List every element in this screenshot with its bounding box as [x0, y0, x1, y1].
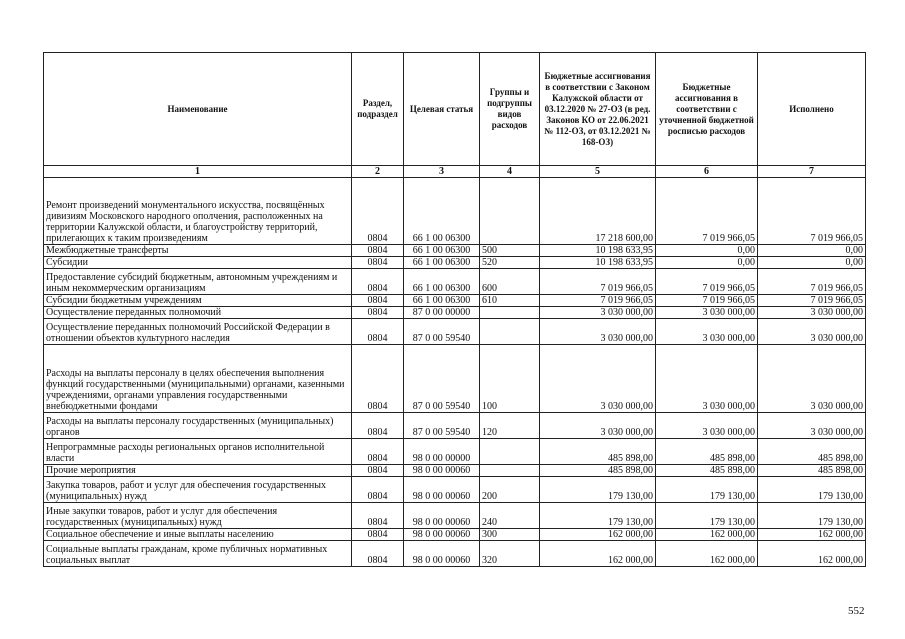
row-list-amount: 485 898,00 — [656, 439, 758, 465]
row-law-amount: 10 198 633,95 — [540, 245, 656, 257]
row-law-amount: 162 000,00 — [540, 529, 656, 541]
row-name: Предоставление субсидий бюджетным, автономным учреждениям и иным некоммерческим организациям — [44, 269, 352, 295]
header-expense-groups: Группы и подгруппы видов расходов — [480, 53, 540, 166]
row-name: Прочие мероприятия — [44, 465, 352, 477]
row-name: Расходы на выплаты персоналу в целях обеспечения выполнения функций государственными (муниципальными) органами, казенными учреждениями, органами управления государственными внебюджетными фондами — [44, 345, 352, 413]
budget-execution-table — [43, 52, 866, 567]
row-target-article: 66 1 00 06300 — [404, 295, 480, 307]
row-expense-group — [480, 439, 540, 465]
row-list-amount: 485 898,00 — [656, 465, 758, 477]
row-list-amount: 3 030 000,00 — [656, 319, 758, 345]
row-law-amount: 162 000,00 — [540, 541, 656, 567]
row-target-article: 87 0 00 59540 — [404, 413, 480, 439]
row-list-amount: 0,00 — [656, 257, 758, 269]
column-number: 4 — [480, 166, 540, 178]
row-expense-group: 120 — [480, 413, 540, 439]
row-executed-amount: 0,00 — [758, 257, 866, 269]
row-expense-group: 320 — [480, 541, 540, 567]
row-expense-group — [480, 319, 540, 345]
row-name: Ремонт произведений монументального искусства, посвящённых дивизиям Московского народного ополчения, расположенных на территории Калужской области, и благоустройству территорий, прилегающих к таким произведениям — [44, 178, 352, 245]
row-executed-amount: 162 000,00 — [758, 529, 866, 541]
row-list-amount: 162 000,00 — [656, 541, 758, 567]
row-section: 0804 — [352, 295, 404, 307]
row-name: Закупка товаров, работ и услуг для обеспечения государственных (муниципальных) нужд — [44, 477, 352, 503]
row-list-amount: 7 019 966,05 — [656, 295, 758, 307]
row-section: 0804 — [352, 269, 404, 295]
row-section: 0804 — [352, 439, 404, 465]
row-expense-group: 100 — [480, 345, 540, 413]
table-row — [44, 413, 866, 439]
row-law-amount: 3 030 000,00 — [540, 413, 656, 439]
row-law-amount: 7 019 966,05 — [540, 269, 656, 295]
header-name: Наименование — [44, 53, 352, 166]
row-executed-amount: 179 130,00 — [758, 503, 866, 529]
row-name: Иные закупки товаров, работ и услуг для обеспечения государственных (муниципальных) нужд — [44, 503, 352, 529]
row-law-amount: 179 130,00 — [540, 477, 656, 503]
row-law-amount: 179 130,00 — [540, 503, 656, 529]
table-row — [44, 477, 866, 503]
row-name: Межбюджетные трансферты — [44, 245, 352, 257]
row-expense-group: 610 — [480, 295, 540, 307]
row-law-amount: 7 019 966,05 — [540, 295, 656, 307]
row-executed-amount: 3 030 000,00 — [758, 307, 866, 319]
row-section: 0804 — [352, 503, 404, 529]
row-section: 0804 — [352, 541, 404, 567]
row-target-article: 98 0 00 00060 — [404, 465, 480, 477]
row-law-amount: 10 198 633,95 — [540, 257, 656, 269]
table-row — [44, 439, 866, 465]
row-section: 0804 — [352, 345, 404, 413]
row-list-amount: 179 130,00 — [656, 503, 758, 529]
row-executed-amount: 485 898,00 — [758, 439, 866, 465]
row-expense-group: 240 — [480, 503, 540, 529]
row-target-article: 66 1 00 06300 — [404, 178, 480, 245]
row-name: Осуществление переданных полномочий Российской Федерации в отношении объектов культурного наследия — [44, 319, 352, 345]
row-list-amount: 0,00 — [656, 245, 758, 257]
table-row — [44, 345, 866, 413]
row-target-article: 66 1 00 06300 — [404, 269, 480, 295]
row-law-amount: 485 898,00 — [540, 465, 656, 477]
table-row — [44, 465, 866, 477]
row-name: Непрограммные расходы региональных органов исполнительной власти — [44, 439, 352, 465]
row-list-amount: 7 019 966,05 — [656, 178, 758, 245]
row-list-amount: 7 019 966,05 — [656, 269, 758, 295]
row-target-article: 87 0 00 59540 — [404, 319, 480, 345]
column-number: 2 — [352, 166, 404, 178]
table-row — [44, 541, 866, 567]
row-expense-group — [480, 307, 540, 319]
row-section: 0804 — [352, 319, 404, 345]
row-law-amount: 17 218 600,00 — [540, 178, 656, 245]
page-number: 552 — [848, 605, 865, 617]
header-row — [44, 53, 866, 166]
row-executed-amount: 7 019 966,05 — [758, 269, 866, 295]
table-row — [44, 319, 866, 345]
row-section: 0804 — [352, 257, 404, 269]
row-executed-amount: 179 130,00 — [758, 477, 866, 503]
row-list-amount: 162 000,00 — [656, 529, 758, 541]
row-expense-group: 600 — [480, 269, 540, 295]
row-target-article: 98 0 00 00000 — [404, 439, 480, 465]
row-section: 0804 — [352, 465, 404, 477]
table-row — [44, 245, 866, 257]
row-target-article: 66 1 00 06300 — [404, 245, 480, 257]
table-row — [44, 307, 866, 319]
table-row — [44, 503, 866, 529]
row-name: Осуществление переданных полномочий — [44, 307, 352, 319]
table-row — [44, 178, 866, 245]
row-target-article: 98 0 00 00060 — [404, 529, 480, 541]
row-list-amount: 3 030 000,00 — [656, 307, 758, 319]
row-executed-amount: 7 019 966,05 — [758, 295, 866, 307]
row-law-amount: 3 030 000,00 — [540, 307, 656, 319]
table-row — [44, 529, 866, 541]
row-list-amount: 3 030 000,00 — [656, 413, 758, 439]
column-number-row — [44, 166, 866, 178]
row-list-amount: 3 030 000,00 — [656, 345, 758, 413]
row-name: Субсидии — [44, 257, 352, 269]
row-executed-amount: 162 000,00 — [758, 541, 866, 567]
row-target-article: 87 0 00 59540 — [404, 345, 480, 413]
row-expense-group — [480, 178, 540, 245]
header-executed: Исполнено — [758, 53, 866, 166]
header-section: Раздел, подраздел — [352, 53, 404, 166]
header-target-article: Целевая статья — [404, 53, 480, 166]
row-law-amount: 3 030 000,00 — [540, 345, 656, 413]
column-number: 7 — [758, 166, 866, 178]
row-name: Социальное обеспечение и иные выплаты населению — [44, 529, 352, 541]
row-executed-amount: 485 898,00 — [758, 465, 866, 477]
row-name: Субсидии бюджетным учреждениям — [44, 295, 352, 307]
row-executed-amount: 3 030 000,00 — [758, 319, 866, 345]
column-number: 5 — [540, 166, 656, 178]
row-executed-amount: 3 030 000,00 — [758, 413, 866, 439]
table-row — [44, 269, 866, 295]
row-law-amount: 3 030 000,00 — [540, 319, 656, 345]
header-list-appropriations: Бюджетные ассигнования в соответствии с уточненной бюджетной росписью расходов — [656, 53, 758, 166]
row-target-article: 87 0 00 00000 — [404, 307, 480, 319]
column-number: 6 — [656, 166, 758, 178]
row-section: 0804 — [352, 307, 404, 319]
table-row — [44, 257, 866, 269]
row-section: 0804 — [352, 529, 404, 541]
column-number: 3 — [404, 166, 480, 178]
row-section: 0804 — [352, 178, 404, 245]
row-list-amount: 179 130,00 — [656, 477, 758, 503]
row-law-amount: 485 898,00 — [540, 439, 656, 465]
row-target-article: 66 1 00 06300 — [404, 257, 480, 269]
row-expense-group: 500 — [480, 245, 540, 257]
table-row — [44, 295, 866, 307]
column-number: 1 — [44, 166, 352, 178]
row-expense-group: 520 — [480, 257, 540, 269]
row-executed-amount: 7 019 966,05 — [758, 178, 866, 245]
row-section: 0804 — [352, 413, 404, 439]
row-name: Социальные выплаты гражданам, кроме публичных нормативных социальных выплат — [44, 541, 352, 567]
row-executed-amount: 3 030 000,00 — [758, 345, 866, 413]
row-target-article: 98 0 00 00060 — [404, 541, 480, 567]
row-name: Расходы на выплаты персоналу государственных (муниципальных) органов — [44, 413, 352, 439]
row-section: 0804 — [352, 245, 404, 257]
row-expense-group — [480, 465, 540, 477]
row-expense-group: 200 — [480, 477, 540, 503]
row-target-article: 98 0 00 00060 — [404, 477, 480, 503]
row-expense-group: 300 — [480, 529, 540, 541]
row-executed-amount: 0,00 — [758, 245, 866, 257]
row-target-article: 98 0 00 00060 — [404, 503, 480, 529]
row-section: 0804 — [352, 477, 404, 503]
header-law-appropriations: Бюджетные ассигнования в соответствии с Законом Калужской области от 03.12.2020 № 27-ОЗ (в ред. Законов КО от 22.06.2021 № 112-ОЗ, от 03.12.2021 № 168-ОЗ) — [540, 53, 656, 166]
